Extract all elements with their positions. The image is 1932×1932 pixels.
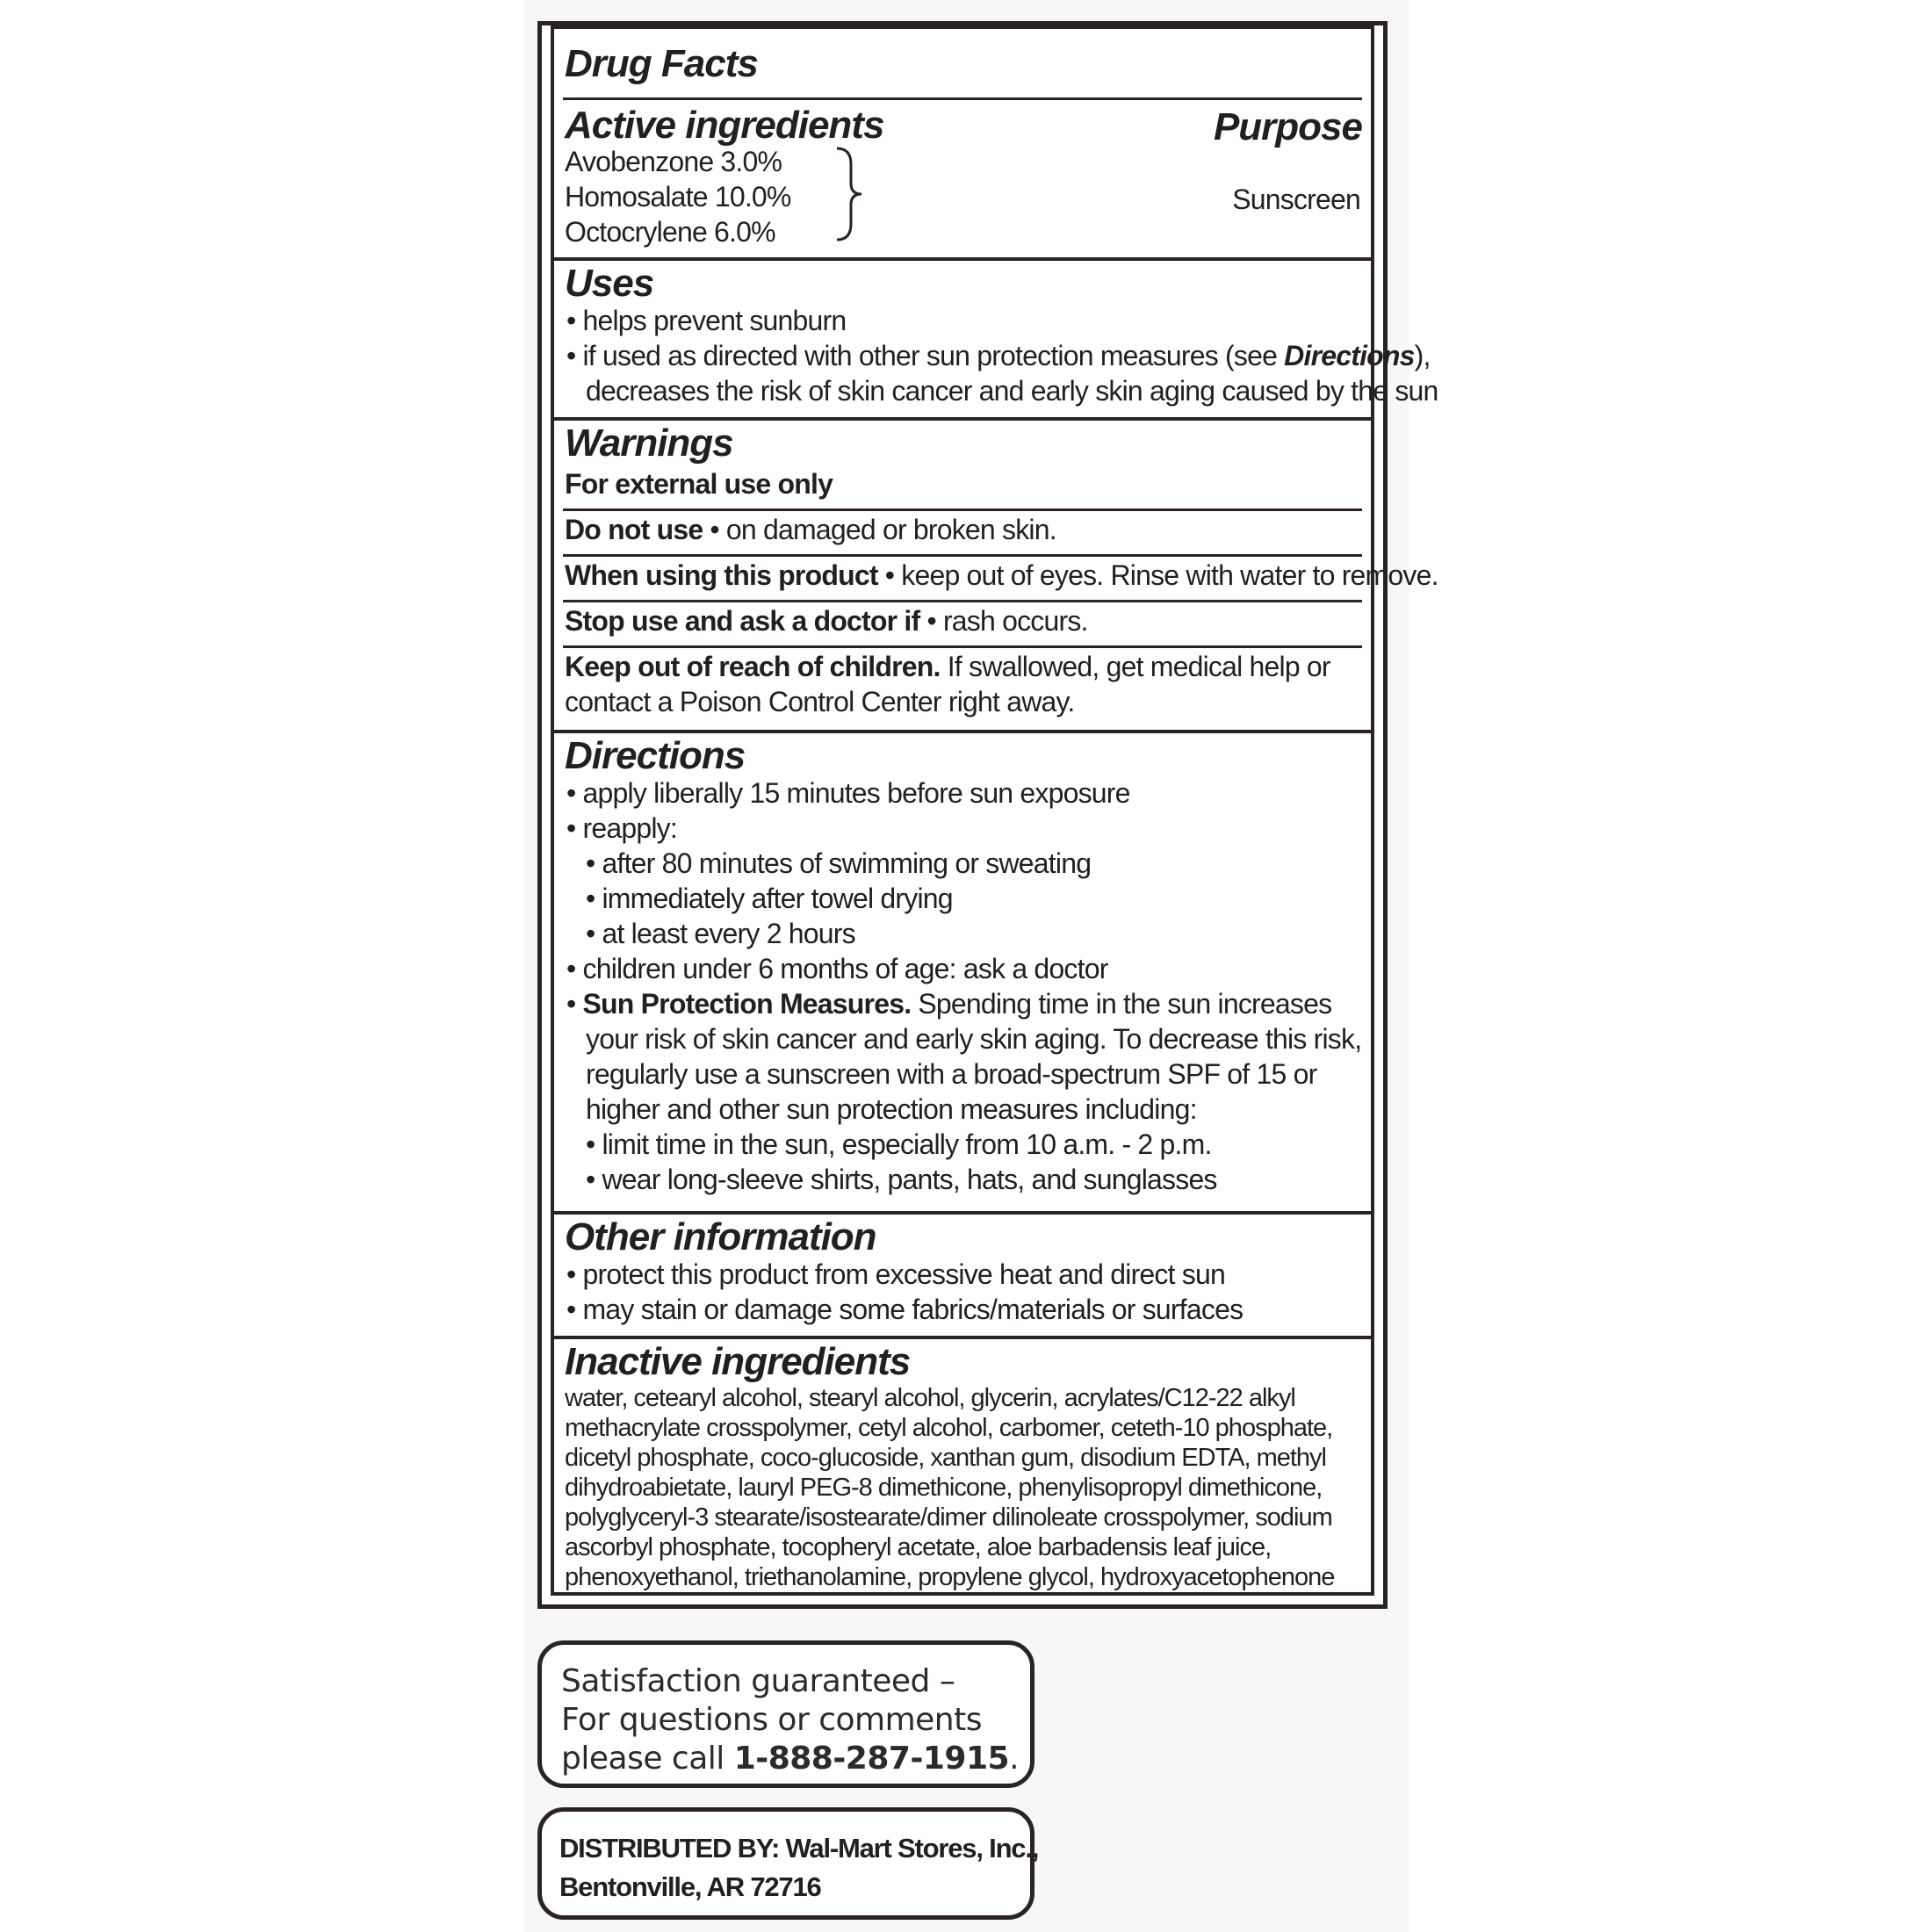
spm-line-2: your risk of skin cancer and early skin aging. To decrease this risk,: [586, 1023, 1362, 1055]
satisfaction-box: [537, 1640, 1034, 1788]
do-not-use: Do not use • on damaged or broken skin.: [565, 514, 1056, 545]
purpose-sunscreen: Sunscreen: [1232, 184, 1360, 215]
satisfaction-line-2: For questions or comments: [561, 1702, 982, 1738]
directions-item-2: • reapply:: [566, 812, 677, 844]
active-ingredients-section: [551, 25, 1374, 261]
ingredient-octocrylene: Octocrylene 6.0%: [565, 216, 775, 248]
other-information-heading: Other information: [565, 1215, 876, 1258]
other-item-1: • protect this product from excessive heat and direct sun: [566, 1258, 1226, 1290]
satisfaction-line-1: Satisfaction guaranteed –: [561, 1663, 955, 1699]
warnings-rule-1: [563, 508, 1362, 511]
uses-item-2-cont: decreases the risk of skin cancer and early skin aging caused by the sun: [586, 375, 1438, 407]
stop-use: Stop use and ask a doctor if • rash occurs.: [565, 605, 1088, 637]
keep-out-reach: Keep out of reach of children. If swallowed, get medical help or: [565, 651, 1330, 682]
directions-section: [551, 730, 1374, 1215]
phone-number[interactable]: 1-888-287-1915: [733, 1741, 1010, 1777]
satisfaction-line-3: please call 1-888-287-1915.: [561, 1741, 1020, 1777]
directions-subitem-2: • immediately after towel drying: [586, 883, 953, 914]
warnings-rule-2: [563, 554, 1362, 557]
active-ingredients-heading: Active ingredients: [565, 104, 884, 147]
ingredient-homosalate: Homosalate 10.0%: [565, 181, 791, 213]
external-use: For external use only: [565, 468, 833, 500]
spm-line-4: higher and other sun protection measures including:: [586, 1093, 1197, 1125]
inactive-ingredients-text: water, cetearyl alcohol, stearyl alcohol, glycerin, acrylates/C12-22 alkyl methacrylate crosspolymer, cetyl alcohol, carbomer, ceteth-10 phosphate, dicetyl phosphate, coco-glucoside, xanthan gum, disodium EDTA, methyl dihydroabietate, lauryl PEG-8 dimethicone, phenylisopropyl dimethicone, polyglyceryl-3 stearate/isostearate/dimer dilinoleate crosspolymer, sodium ascorbyl phosphate, tocopheryl acetate, aloe barbadensis leaf juice, phenoxyethanol, triethanolamine, propylene glycol, hydroxyacetophenone: [565, 1384, 1335, 1591]
distributor-box: [537, 1807, 1039, 1920]
directions-item-3: • children under 6 months of age: ask a doctor: [566, 953, 1108, 984]
spm-subitem-2: • wear long-sleeve shirts, pants, hats, and sunglasses: [586, 1164, 1217, 1195]
drug-facts-panel: [537, 21, 1438, 1609]
spm-line-3: regularly use a sunscreen with a broad-spectrum SPF of 15 or: [586, 1058, 1317, 1090]
brace-icon: [832, 145, 867, 243]
warnings-rule-3: [563, 600, 1362, 602]
directions-item-1: • apply liberally 15 minutes before sun exposure: [566, 777, 1130, 809]
distributor-line-2: Bentonville, AR 72716: [559, 1871, 821, 1902]
inactive-ingredients-heading: Inactive ingredients: [565, 1340, 911, 1383]
directions-heading: Directions: [565, 734, 746, 777]
warnings-section: [551, 417, 1438, 733]
title-rule: [563, 97, 1362, 100]
directions-subitem-1: • after 80 minutes of swimming or sweating: [586, 847, 1092, 879]
sun-protection-measures: • Sun Protection Measures. Spending time in the sun increases: [566, 988, 1332, 1020]
drug-facts-title: Drug Facts: [565, 42, 758, 85]
warnings-rule-4: [563, 645, 1362, 648]
uses-item-1: • helps prevent sunburn: [566, 305, 847, 336]
when-using: When using this product • keep out of eyes. Rinse with water to remove.: [565, 559, 1438, 591]
other-item-2: • may stain or damage some fabrics/materials or surfaces: [566, 1294, 1244, 1325]
distributor-line-1: DISTRIBUTED BY: Wal-Mart Stores, Inc.,: [559, 1833, 1039, 1864]
uses-section: [551, 257, 1438, 421]
directions-subitem-3: • at least every 2 hours: [586, 918, 855, 949]
warnings-heading: Warnings: [565, 422, 733, 465]
spm-subitem-1: • limit time in the sun, especially from 10 a.m. - 2 p.m.: [586, 1128, 1212, 1160]
other-information-section: [551, 1211, 1374, 1339]
ingredient-avobenzone: Avobenzone 3.0%: [565, 146, 782, 177]
inactive-ingredients-section: [551, 1336, 1374, 1596]
uses-item-2: • if used as directed with other sun protection measures (see Directions),: [566, 340, 1431, 371]
keep-out-reach-cont: contact a Poison Control Center right away.: [565, 686, 1075, 717]
purpose-heading: Purpose: [1213, 105, 1362, 148]
uses-heading: Uses: [565, 262, 654, 305]
